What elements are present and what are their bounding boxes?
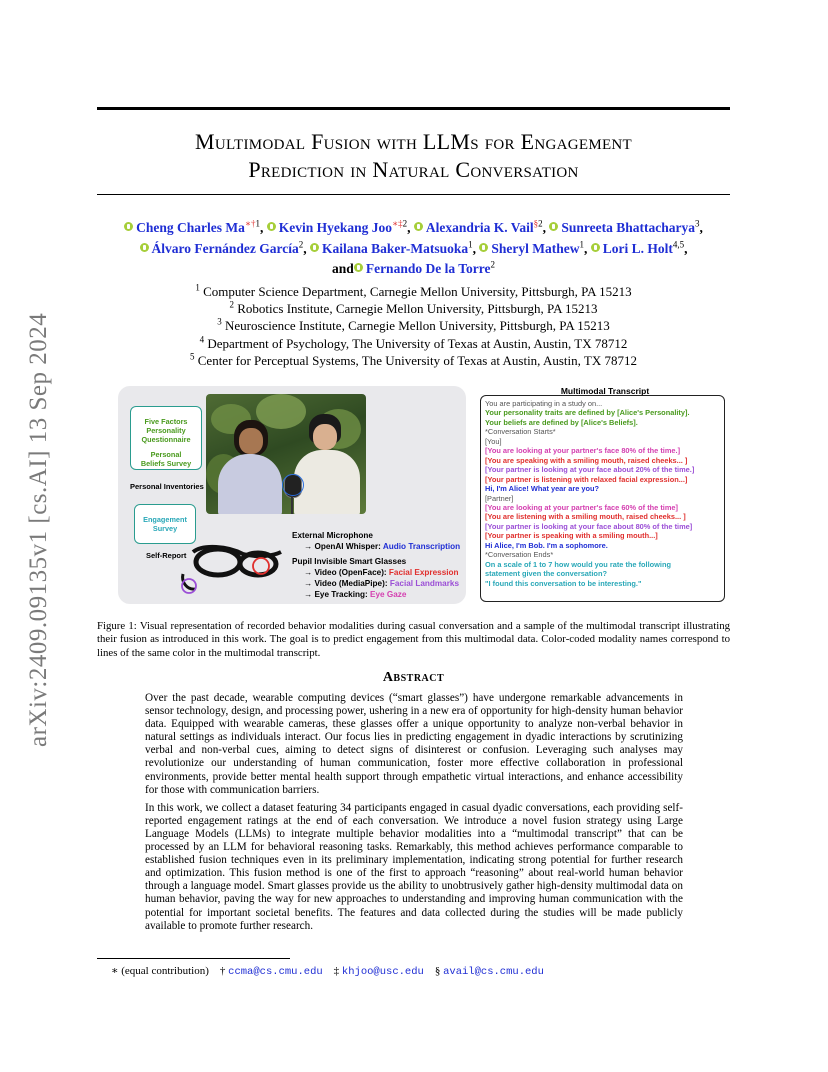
affiliation-text: Computer Science Department, Carnegie Mellon University, Pittsburgh, PA 15213 — [199, 284, 632, 299]
audio-transcription-label: Audio Transcription — [382, 542, 461, 551]
orcid-icon[interactable] — [479, 243, 488, 252]
author-separator: , — [584, 240, 591, 256]
author-list — [97, 218, 730, 280]
facial-landmarks-label: Facial Landmarks — [389, 579, 460, 588]
author-affiliation-mark: 2 — [298, 239, 304, 249]
orcid-icon[interactable] — [124, 222, 133, 231]
author-footnote-mark: ∗† — [244, 218, 256, 229]
transcript-title: Multimodal Transcript — [560, 386, 650, 396]
arxiv-identifier: arXiv:2409.09135v1 [cs.AI] 13 Sep 2024 — [25, 312, 52, 748]
transcript-line: Hi Alice, I'm Bob. I'm a sophomore. — [485, 540, 608, 550]
affiliation-number: 3 — [217, 317, 222, 328]
personality-label: Personality — [146, 426, 186, 435]
affiliation-line — [97, 352, 730, 369]
microphone-title: External Microphone — [292, 531, 373, 540]
orcid-icon[interactable] — [549, 222, 558, 231]
author-affiliation-mark: 1 — [255, 218, 261, 229]
expression-prefix: → Video (OpenFace): — [304, 568, 389, 577]
abstract-paragraph-2: In this work, we collect a dataset featuring 34 participants engaged in casual dyadic conversations, each providing self-reported engagement ratings at the end of each conversation. We introduce a novel fusion strategy using Large Language Models (LLMs) to integrate multiple behavior modalities into a “multimodal transcript” that can be processed by an LLM for behavioral reasoning tasks. Remarkably, this method achieves performance comparable to established fusion techniques even in its preliminary implementation, indicating strong potential for further research and optimization. This fusion method is one of the first to approach “reasoning” about real-world human behavior through a language model. Smart glasses provide us the ability to unobtrusively gather high-density multimodal data on human behavior, paving the way for new approaches to understanding and improving human communication with the potential for important societal benefits. The features and data collected during the studies will be made publicly available to promote further research. — [145, 801, 683, 932]
transcript-line: [You are speaking with a smiling mouth, raised cheeks... ] — [485, 455, 688, 465]
figure-1-illustration — [118, 386, 466, 604]
author-5[interactable] — [310, 241, 473, 256]
dagger-mark: † — [219, 965, 226, 977]
author-separator: , — [699, 220, 703, 235]
author-6[interactable] — [479, 241, 584, 256]
email-link-avail[interactable]: avail@cs.cmu.edu — [443, 966, 544, 978]
title-bottom-rule — [97, 194, 730, 195]
orcid-icon[interactable] — [591, 243, 600, 252]
author-separator: , — [260, 220, 267, 235]
transcript-line: [Your partner is listening with relaxed facial expression...] — [485, 474, 688, 484]
mic-audio-item — [304, 541, 460, 552]
personal-inventories-label: Personal Inventories — [130, 482, 204, 491]
landmarks-prefix: → Video (MediaPipe): — [304, 579, 390, 588]
self-report-label: Self-Report — [146, 551, 187, 560]
transcript-line: "I found this conversation to be interesting." — [485, 578, 642, 588]
author-name: Fernando De la Torre — [365, 261, 491, 276]
abstract-paragraph-1: Over the past decade, wearable computing devices (“smart glasses”) have undergone remarkable advancements in sensor technology, design, and processing power, ushering in a new era of opportunity for high-density human behavior data. Equipped with wearable cameras, these glasses offer a unique opportunity to analyze non-verbal behavior in natural settings as individuals interact. Our focus lies in predicting engagement in dyadic interactions by scrutinizing verbal and non-verbal cues, aiming to detect signs of disinterest or confusion. Leveraging such analyses may revolutionize our understanding of human communication, foster more effective collaboration in professional environments, provide better mental health support through empathetic virtual interactions, and enhance accessibility for those with communication barriers. — [145, 692, 683, 796]
author-affiliation-mark: 1 — [579, 239, 584, 249]
affiliation-number: 2 — [229, 299, 234, 310]
transcript-line: Your beliefs are defined by [Alice's Beliefs]. — [485, 417, 638, 427]
author-separator: , — [303, 240, 310, 256]
affiliation-number: 1 — [195, 282, 200, 293]
author-name: Lori L. Holt — [602, 240, 673, 256]
affiliation-text: Department of Psychology, The University of Texas at Austin, Austin, TX 78712 — [204, 335, 628, 351]
author-affiliation-mark: 2 — [402, 218, 408, 229]
abstract-body — [145, 692, 683, 938]
affiliation-line — [97, 300, 730, 317]
transcript-line: On a scale of 1 to 7 how would you rate the following — [485, 559, 672, 569]
author-name: Kailana Baker-Matsuoka — [321, 240, 469, 256]
author-name: Sunreeta Bhattacharya — [561, 220, 695, 235]
beliefs-survey-label: Beliefs Survey — [140, 459, 192, 468]
personal-inventories-box — [130, 406, 202, 470]
gaze-prefix: → Eye Tracking: — [304, 590, 370, 599]
transcript-line: [Partner] — [485, 493, 514, 503]
author-name: Kevin Hyekang Joo — [278, 220, 393, 235]
caption-label: Figure 1: — [97, 620, 137, 632]
transcript-line: [Your partner is speaking with a smiling mouth...] — [485, 531, 658, 541]
section-mark: § — [434, 965, 441, 977]
author-3[interactable] — [549, 220, 699, 235]
smart-glasses-icon — [173, 534, 283, 596]
affiliation-line — [97, 283, 730, 300]
glasses-item-gaze — [304, 589, 406, 600]
transcript-line: [Your partner is looking at your face about 80% of the time] — [485, 521, 693, 531]
survey-label: Survey — [152, 524, 178, 533]
figure-caption — [97, 620, 730, 660]
affiliation-text: Neuroscience Institute, Carnegie Mellon University, Pittsburgh, PA 15213 — [221, 318, 610, 334]
transcript-line: You are participating in a study on... — [485, 399, 603, 408]
author-footnote-mark: ∗‡ — [392, 218, 403, 229]
glasses-item-expression — [304, 567, 459, 578]
glasses-title: Pupil Invisible Smart Glasses — [292, 557, 407, 566]
questionnaire-label: Questionnaire — [141, 435, 191, 444]
paper-title — [97, 128, 730, 184]
transcript-line: [You are looking at your partner's face 80% of the time.] — [485, 446, 681, 456]
affiliation-text: Robotics Institute, Carnegie Mellon University, Pittsburgh, PA 15213 — [233, 301, 598, 317]
affiliation-number: 4 — [199, 334, 205, 345]
affiliation-line — [97, 317, 730, 334]
transcript-line: [You are looking at your partner's face 60% of the time] — [485, 502, 678, 512]
eye-gaze-label: Eye Gaze — [369, 590, 407, 599]
orcid-icon[interactable] — [310, 243, 319, 252]
author-7[interactable] — [591, 241, 684, 256]
author-affiliation-mark: 3 — [694, 218, 700, 229]
and-word: and — [332, 261, 354, 276]
author-2[interactable] — [414, 220, 543, 235]
title-line-2: Prediction in Natural Conversation — [248, 157, 579, 182]
footnote-rule — [97, 958, 290, 959]
transcript-line: [Your partner is looking at your face about 20% of the time.] — [485, 465, 695, 475]
author-footnote-mark: § — [533, 218, 539, 229]
transcript-line: *Conversation Ends* — [485, 550, 554, 560]
personal-label: Personal — [150, 450, 182, 459]
author-name: Alexandria K. Vail — [425, 220, 534, 235]
author-4[interactable] — [140, 241, 304, 256]
facial-expression-label: Facial Expression — [388, 568, 459, 577]
affiliations — [97, 283, 730, 369]
author-affiliation-mark: 2 — [490, 259, 495, 270]
email-link-khjoo[interactable]: khjoo@usc.edu — [341, 966, 424, 978]
transcript-line: [You] — [485, 436, 502, 446]
double-dagger-mark: ‡ — [333, 965, 340, 977]
email-link-ccma[interactable]: ccma@cs.cmu.edu — [228, 966, 323, 978]
abstract-heading: Abstract — [382, 670, 445, 685]
title-top-rule — [97, 107, 730, 110]
orcid-icon[interactable] — [414, 222, 423, 231]
caption-text: Visual representation of recorded behavior modalities during casual conversation and a sample of the multimodal transcript illustrating their fusion as introduced in this work. The goal is to predict engagement from this multimodal data. Color-coded modality names correspond to lines of the same color in the multimodal transcript. — [97, 620, 730, 659]
author-separator: , — [684, 240, 688, 256]
affiliation-line — [97, 335, 730, 352]
equal-contribution-note: ∗ (equal contribution) — [111, 965, 209, 977]
authors-line — [124, 220, 703, 276]
author-0[interactable] — [124, 220, 260, 235]
author-name: Álvaro Fernández García — [151, 240, 299, 256]
transcript-line: *Conversation Starts* — [485, 427, 556, 437]
affiliation-text: Center for Perceptual Systems, The University of Texas at Austin, Austin, TX 78712 — [194, 352, 637, 368]
author-separator: , — [472, 240, 480, 256]
transcript-line: [You are listening with a smiling mouth, raised cheeks... ] — [485, 512, 686, 522]
author-1[interactable] — [267, 220, 407, 235]
conversation-photo — [206, 394, 366, 514]
author-name: Sheryl Mathew — [491, 240, 580, 256]
glasses-item-landmarks — [304, 578, 459, 589]
author-affiliation-mark: 1 — [468, 239, 473, 249]
author-8[interactable] — [354, 261, 495, 276]
orcid-icon[interactable] — [267, 222, 276, 231]
transcript-line: statement given the conversation? — [485, 569, 607, 579]
author-affiliation-mark: 2 — [538, 218, 543, 229]
mic-prefix: → OpenAI Whisper: — [304, 542, 383, 551]
footnotes — [111, 964, 544, 978]
engagement-label: Engagement — [143, 515, 187, 524]
author-separator: , — [407, 220, 414, 235]
title-line-1: Multimodal Fusion with LLMs for Engagement — [194, 129, 633, 154]
author-name: Cheng Charles Ma — [136, 220, 245, 235]
affiliation-number: 5 — [190, 351, 195, 362]
author-affiliation-mark: 4,5 — [672, 239, 685, 249]
transcript-line: Your personality traits are defined by [Alice's Personality]. — [485, 408, 690, 418]
multimodal-transcript-box — [480, 395, 725, 602]
five-factors-label: Five Factors — [144, 417, 188, 426]
transcript-line: Hi, I'm Alice! What year are you? — [485, 484, 600, 494]
orcid-icon[interactable] — [140, 243, 149, 252]
orcid-icon[interactable] — [354, 263, 363, 272]
author-separator: , — [542, 220, 550, 235]
